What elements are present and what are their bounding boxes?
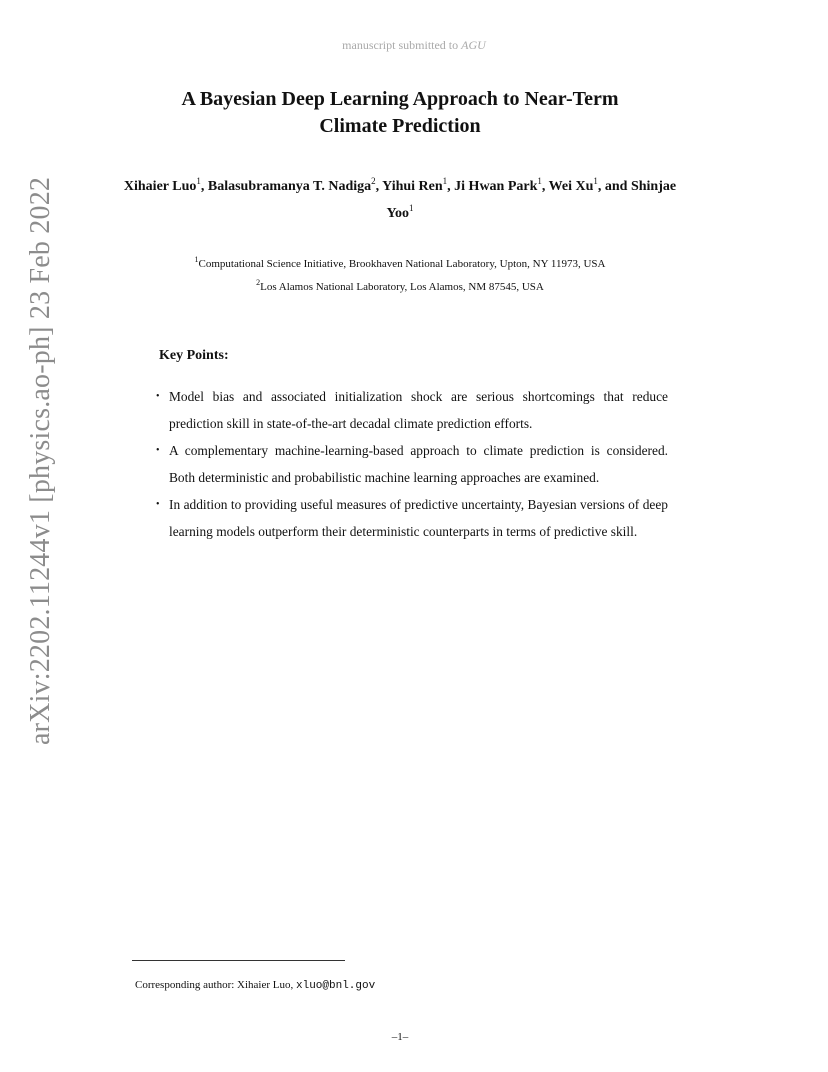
footnote-label: Corresponding author: Xihaier Luo,	[135, 979, 294, 991]
author: Balasubramanya T. Nadiga$^2$,	[207, 176, 383, 194]
bullet-icon: •	[156, 499, 160, 510]
title-line-1: A Bayesian Deep Learning Approach to Near-Term	[181, 88, 619, 110]
key-point	[154, 383, 668, 437]
key-points-list	[154, 383, 668, 545]
key-point	[154, 491, 668, 545]
key-point	[154, 437, 668, 491]
affiliation: $^1$Computational Science Initiative, Brookhaven National Laboratory, Upton, NY 11973, USA	[194, 255, 606, 270]
author: Wei Xu$^1$, and	[548, 176, 631, 194]
author: Yihui Ren$^1$,	[382, 176, 455, 194]
paper-title	[100, 86, 700, 140]
author-email-link[interactable]: xluo@bnl.gov	[296, 980, 376, 992]
header-journal: AGU	[461, 38, 486, 52]
key-point-text: In addition to providing useful measures of predictive uncertainty, Bayesian versions of deep learning models outperform their deterministic counterparts in terms of predictive skill.	[169, 497, 668, 539]
author: Shinjae Yoo$^1$	[386, 179, 677, 221]
footnote-divider	[132, 960, 345, 961]
author: Xihaier Luo$^1$,	[123, 176, 208, 194]
running-header	[0, 38, 828, 53]
page-number: –1–	[391, 1031, 409, 1043]
affiliations	[100, 253, 700, 299]
key-point-text: Model bias and associated initialization shock are serious shortcomings that reduce prediction skill in state-of-the-art decadal climate prediction efforts.	[169, 389, 668, 431]
bullet-icon: •	[156, 391, 160, 402]
author: Ji Hwan Park$^1$,	[454, 176, 549, 194]
arxiv-identifier: arXiv:2202.11244v1 [physics.ao-ph] 23 Feb 2022	[25, 176, 56, 745]
key-points-heading: Key Points:	[159, 348, 229, 363]
header-text: manuscript submitted to	[342, 38, 459, 52]
bullet-icon: •	[156, 445, 160, 456]
author-list	[110, 173, 690, 227]
corresponding-author-footnote	[135, 979, 375, 992]
affiliation: $^2$Los Alamos National Laboratory, Los Alamos, NM 87545, USA	[256, 278, 544, 293]
title-line-2: Climate Prediction	[319, 115, 481, 137]
key-point-text: A complementary machine-learning-based approach to climate prediction is considered. Both deterministic and probabilistic machine learning approaches are examined.	[169, 443, 668, 485]
